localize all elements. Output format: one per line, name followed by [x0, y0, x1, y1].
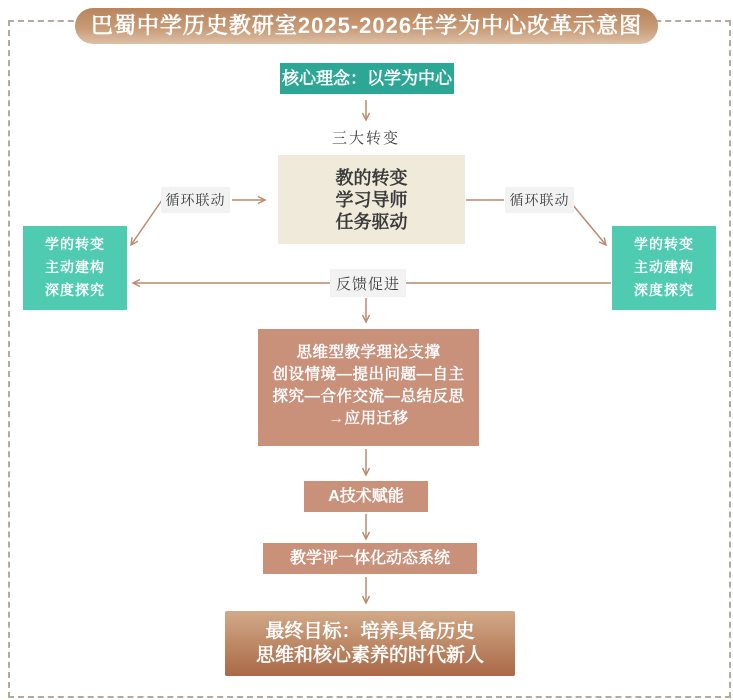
- cycle-link-label-left: 循环联动: [161, 187, 230, 213]
- cycle-link-label-right: 循环联动: [505, 187, 574, 213]
- teaching-change-line-2: 学习导师: [335, 190, 408, 210]
- learning-left-line-3: 深度探究: [45, 282, 105, 298]
- final-goal-line-1: 最终目标：培养具备历史: [265, 621, 475, 642]
- diagram-title: 巴蜀中学历史教研室2025-2026年学为中心改革示意图: [75, 8, 658, 44]
- learning-right-line-3: 深度探究: [634, 282, 694, 298]
- teaching-change-line-1: 教的转变: [335, 168, 408, 188]
- learning-left-line-1: 学的转变: [45, 236, 105, 252]
- theory-line-1: 思维型教学理论支撑: [296, 344, 441, 361]
- arrow-cycle-right-to-right-box-icon: [572, 204, 606, 245]
- learning-right-line-2: 主动建构: [634, 259, 694, 275]
- tech-empower-box: A技术赋能: [304, 481, 428, 512]
- theory-line-4: →应用迁移: [328, 410, 409, 427]
- dynamic-system-box: 教学评一体化动态系统: [263, 543, 477, 574]
- theory-line-3: 探究—合作交流—总结反思: [272, 388, 465, 405]
- final-goal-line-2: 思维和核心素养的时代新人: [255, 645, 484, 666]
- learning-right-line-1: 学的转变: [634, 236, 694, 252]
- feedback-label: 反馈促进: [330, 269, 406, 297]
- learning-left-line-2: 主动建构: [45, 259, 105, 275]
- teaching-change-line-3: 任务驱动: [335, 212, 408, 232]
- theory-line-2: 创设情境—提出问题—自主: [272, 366, 465, 383]
- core-concept-box: 核心理念：以学为中心: [280, 63, 454, 94]
- three-changes-heading: 三大转变: [331, 130, 400, 147]
